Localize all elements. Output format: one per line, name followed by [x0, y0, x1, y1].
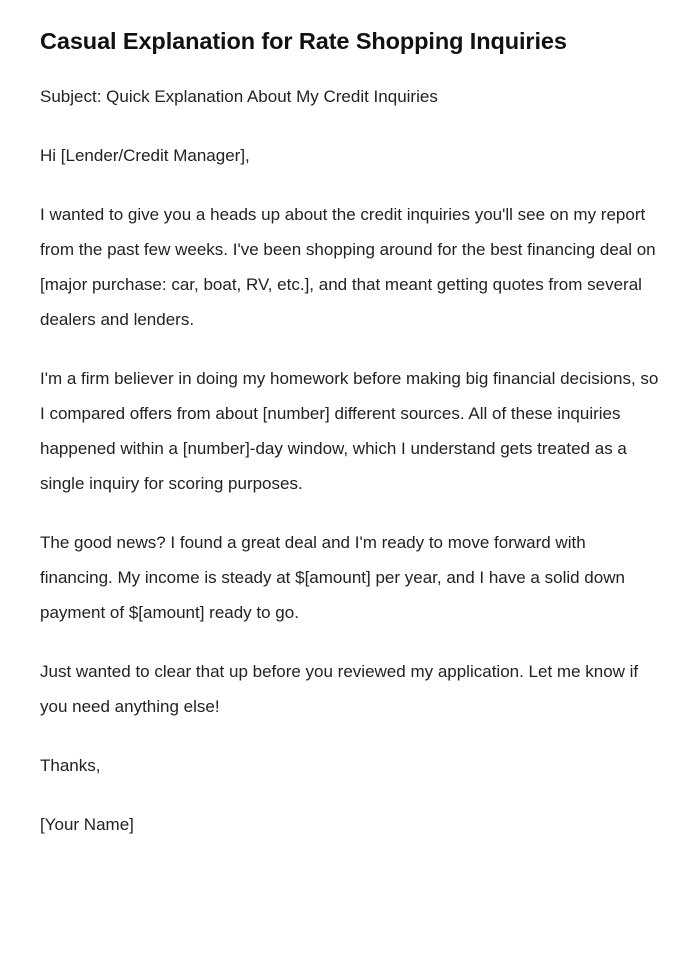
paragraph-greeting: Hi [Lender/Credit Manager], [40, 145, 250, 165]
paragraph-subject: Subject: Quick Explanation About My Credit Inquiries [40, 86, 438, 106]
paragraph-body-3: The good news? I found a great deal and I'm ready to move forward with financing. My income is steady at $[amount] per year, and I have a solid down payment of $[amount] ready to go. [40, 532, 625, 622]
paragraph-body-1: I wanted to give you a heads up about the credit inquiries you'll see on my report from the past few weeks. I've been shopping around for the best financing deal on [major purchase: car, boat, RV, etc.], and that meant getting quotes from several dealers and lenders. [40, 204, 656, 329]
paragraph-signature: [Your Name] [40, 814, 134, 834]
paragraph-signoff: Thanks, [40, 755, 101, 775]
paragraph-body-4: Just wanted to clear that up before you reviewed my application. Let me know if you need anything else! [40, 661, 639, 716]
paragraph-body-2: I'm a firm believer in doing my homework before making big financial decisions, so I compared offers from about [number] different sources. All of these inquiries happened within a [number]-day window, which I understand gets treated as a single inquiry for scoring purposes. [40, 368, 659, 493]
page-title: Casual Explanation for Rate Shopping Inquiries [40, 28, 567, 54]
